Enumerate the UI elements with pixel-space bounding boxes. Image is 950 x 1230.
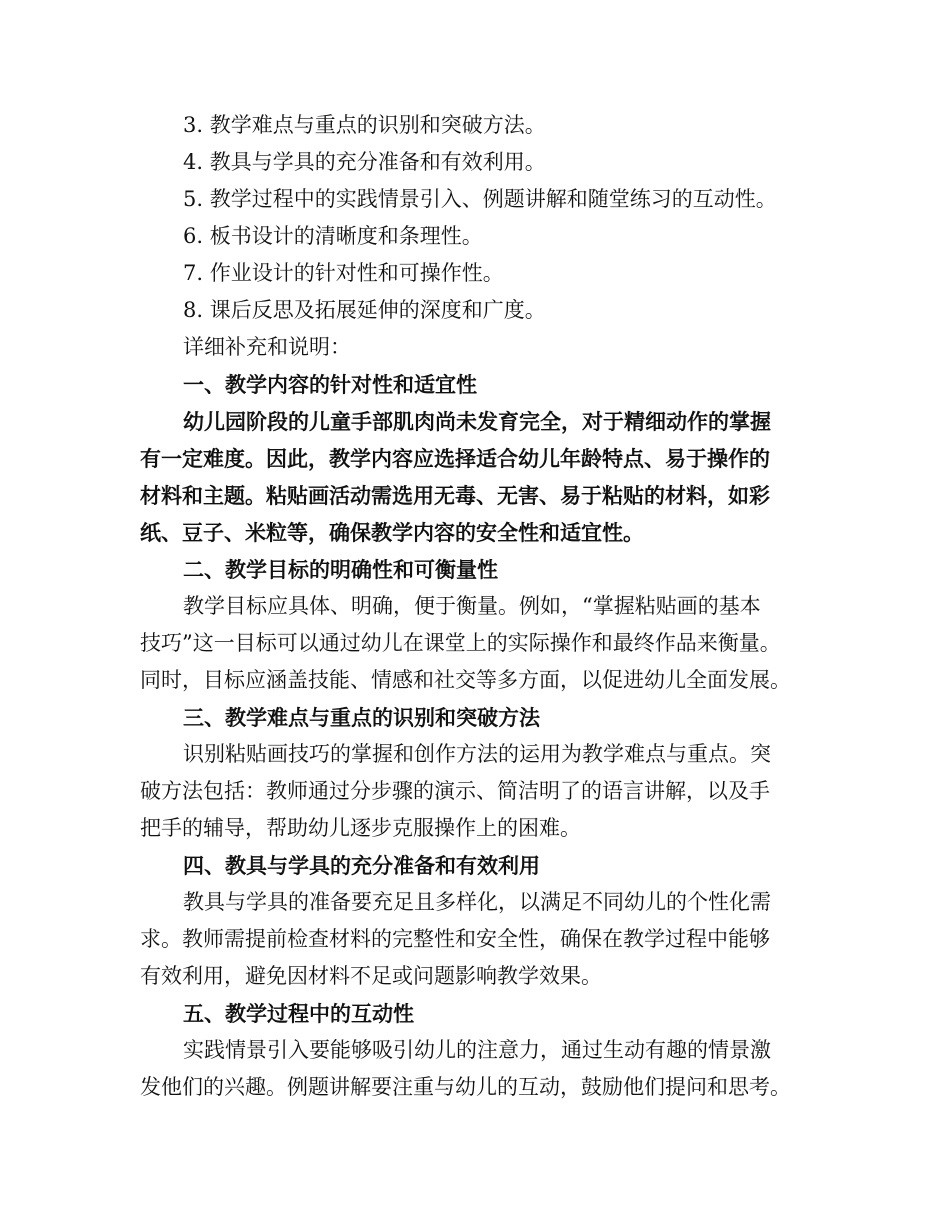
paragraph-line: 实践情景引入要能够吸引幼儿的注意力，通过生动有趣的情景激 [183,1038,771,1062]
paragraph-line: 有效利用，避免因材料不足或问题影响教学效果。 [140,964,602,988]
paragraph-line: 求。教师需提前检查材料的完整性和安全性，确保在教学过程中能够 [140,927,770,951]
section-heading: 三、教学难点与重点的识别和突破方法 [183,705,540,730]
paragraph-line: 发他们的兴趣。例题讲解要注重与幼儿的互动，鼓励他们提问和思考。 [140,1075,791,1099]
paragraph-line: 纸、豆子、米粒等，确保教学内容的安全性和适宜性。 [140,520,644,545]
paragraph-line: 同时，目标应涵盖技能、情感和社交等多方面，以促进幼儿全面发展。 [140,668,791,692]
list-item: 5. 教学过程中的实践情景引入、例题讲解和随堂练习的互动性。 [183,187,777,211]
paragraph-line: 识别粘贴画技巧的掌握和创作方法的运用为教学难点与重点。突 [183,742,771,766]
list-item: 4. 教具与学具的充分准备和有效利用。 [183,150,546,174]
list-item: 3. 教学难点与重点的识别和突破方法。 [183,113,546,137]
paragraph-line: 幼儿园阶段的儿童手部肌肉尚未发育完全，对于精细动作的掌握 [183,409,771,434]
paragraph-line: 教具与学具的准备要充足且多样化，以满足不同幼儿的个性化需 [183,890,771,914]
list-item: 6. 板书设计的清晰度和条理性。 [183,224,483,248]
section-heading: 二、教学目标的明确性和可衡量性 [183,557,498,582]
paragraph-line: 技巧”这一目标可以通过幼儿在课堂上的实际操作和最终作品来衡量。 [140,631,781,655]
paragraph-line: 有一定难度。因此，教学内容应选择适合幼儿年龄特点、易于操作的 [140,446,770,471]
section-heading: 五、教学过程中的互动性 [183,1001,414,1026]
paragraph-line: 材料和主题。粘贴画活动需选用无毒、无害、易于粘贴的材料，如彩 [140,483,770,508]
paragraph-line: 破方法包括：教师通过分步骤的演示、简洁明了的语言讲解，以及手 [140,779,770,803]
paragraph-line: 教学目标应具体、明确，便于衡量。例如，“掌握粘贴画的基本 [183,594,761,618]
section-heading: 四、教具与学具的充分准备和有效利用 [183,853,540,878]
paragraph-line: 把手的辅导，帮助幼儿逐步克服操作上的困难。 [140,816,581,840]
list-item: 8. 课后反思及拓展延伸的深度和广度。 [183,298,546,322]
intro-text: 详细补充和说明： [183,335,351,359]
section-heading: 一、教学内容的针对性和适宜性 [183,372,477,397]
list-item: 7. 作业设计的针对性和可操作性。 [183,261,504,285]
